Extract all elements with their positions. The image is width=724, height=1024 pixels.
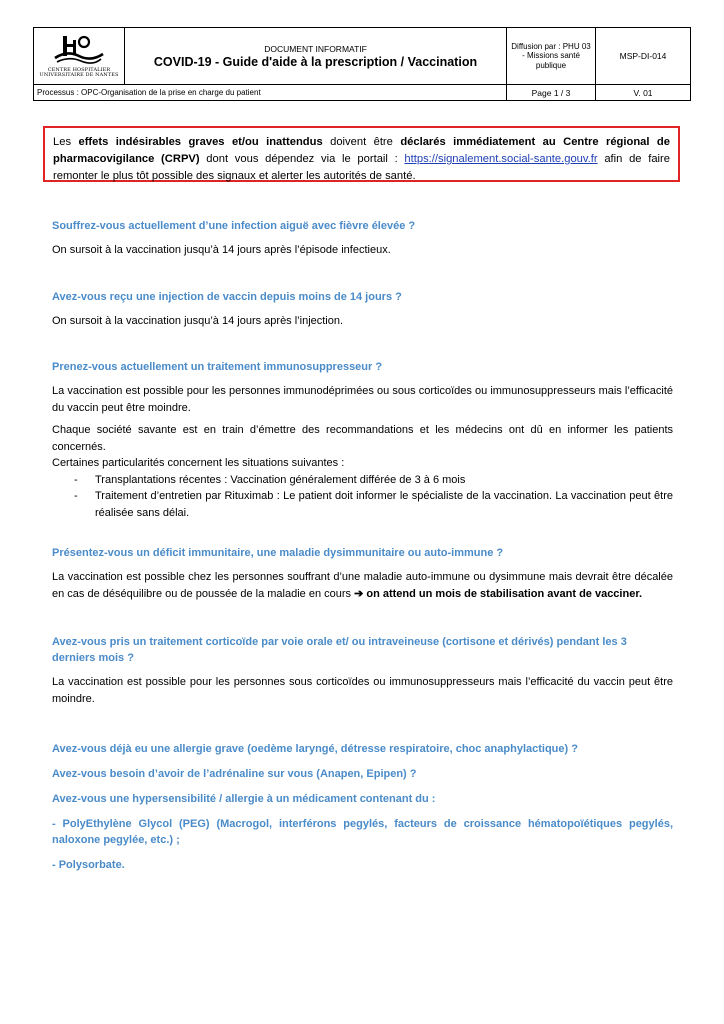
document-type: DOCUMENT INFORMATIF (264, 43, 367, 54)
logo-cell (34, 28, 125, 85)
logo-text-line-1: CENTRE HOSPITALIER (47, 66, 111, 73)
allergen-peg: - PolyEthylène Glycol (PEG) (Macrogol, interférons pegylés, facteurs de croissance hématopoïétiques pegylés, naloxone pegylée, etc.) ; (52, 818, 673, 846)
alert-bold-2: déclarés immédiatement au Centre régional de pharmacovigilance (CRPV) (53, 136, 670, 165)
list-item: - Traitement d’entretien par Rituximab : Le patient doit informer le spécialiste de la vaccination. La vaccination peut être réalisée sans délai. (52, 488, 673, 521)
chu-nantes-logo (36, 34, 122, 79)
document-title: COVID-19 - Guide d'aide à la prescription / Vaccination (153, 54, 478, 69)
answer-immune-deficit (52, 569, 673, 602)
alert-text-1: Les (53, 136, 79, 148)
document-version: V. 01 (596, 85, 691, 101)
section-immune-deficit (52, 545, 673, 602)
chu-logo-icon (51, 34, 107, 66)
processus: Processus : OPC-Organisation de la prise en charge du patient (34, 85, 507, 101)
alert-text-4: afin de faire remonter le plus tôt possible des signaux et alerter les autorités de santé. (53, 153, 670, 182)
pharmacovigilance-alert (43, 126, 680, 182)
section-allergy (52, 741, 673, 873)
section-vaccine-injection (52, 289, 673, 330)
paragraph-immunosuppressant-1: La vaccination est possible pour les personnes immunodéprimées ou sous corticoïdes ou immunosuppresseurs mais l’efficacité du vaccin peut être moindre. (52, 385, 673, 414)
section-infection (52, 218, 673, 259)
allergen-polysorbate: - Polysorbate. (52, 859, 125, 871)
question-infection: Souffrez-vous actuellement d’une infection aiguë avec fièvre élevée ? (52, 220, 416, 232)
alert-text-3: dont vous dépendez via le portail : (199, 153, 405, 165)
section-immunosuppressant (52, 359, 673, 521)
answer-corticoid: La vaccination est possible pour les personnes sous corticoïdes ou immunosuppresseurs mais l’efficacité du vaccin peut être moindre. (52, 676, 673, 705)
answer-infection: On sursoit à la vaccination jusqu’à 14 jours après l’épisode infectieux. (52, 244, 391, 256)
content (52, 218, 673, 873)
list-item: - Transplantations récentes : Vaccination généralement différée de 3 à 6 mois (52, 472, 673, 489)
paragraph-immunosuppressant-3: Certaines particularités concernent les situations suivantes : (52, 457, 345, 469)
question-corticoid: Avez-vous pris un traitement corticoïde par voie orale et/ ou intraveineuse (cortisone et dérivés) pendant les 3 derniers mois ? (52, 636, 627, 664)
document-reference: MSP-DI-014 (596, 28, 691, 85)
question-vaccine-injection: Avez-vous reçu une injection de vaccin depuis moins de 14 jours ? (52, 290, 402, 303)
signalement-link[interactable]: https://signalement.social-sante.gouv.fr (404, 153, 598, 165)
question-adrenaline: Avez-vous besoin d’avoir de l’adrénaline sur vous (Anapen, Epipen) ? (52, 768, 417, 780)
question-immune-deficit: Présentez-vous un déficit immunitaire, une maladie dysimmunitaire ou auto-immune ? (52, 547, 504, 559)
question-immunosuppressant: Prenez-vous actuellement un traitement immunosuppresseur ? (52, 361, 383, 373)
answer-immune-deficit-bold: on attend un mois de stabilisation avant de vacciner. (363, 587, 643, 600)
document-header (33, 27, 691, 101)
title-cell (125, 28, 507, 85)
logo-text-line-2: UNIVERSITAIRE DE NANTES (39, 72, 119, 78)
paragraph-immunosuppressant-2: Chaque société savante est en train d’émettre des recommandations et les médecins ont dû en informer les patients concernés. (52, 424, 673, 453)
answer-immune-deficit-text: La vaccination est possible chez les personnes souffrant d’une maladie auto-immune ou dysimmune mais devrait être décalée en cas de déséquilibre ou de poussée de la maladie en cours (52, 571, 673, 600)
alert-text-2: doivent être (322, 136, 401, 148)
diffusion: Diffusion par : PHU 03 - Missions santé publique (507, 28, 596, 85)
question-allergy-severe: Avez-vous déjà eu une allergie grave (oedème laryngé, détresse respiratoire, choc anaphylactique) ? (52, 743, 578, 755)
section-corticoid (52, 634, 673, 707)
question-hypersensitivity: Avez-vous une hypersensibilité / allergie à un médicament contenant du : (52, 793, 436, 805)
page-number: Page 1 / 3 (507, 85, 596, 101)
answer-vaccine-injection: On sursoit à la vaccination jusqu’à 14 jours après l’injection. (52, 314, 344, 327)
arrow-right-icon: ➔ (354, 587, 364, 600)
particularities-list (52, 472, 673, 522)
alert-bold-1: effets indésirables graves et/ou inattendus (78, 136, 323, 148)
